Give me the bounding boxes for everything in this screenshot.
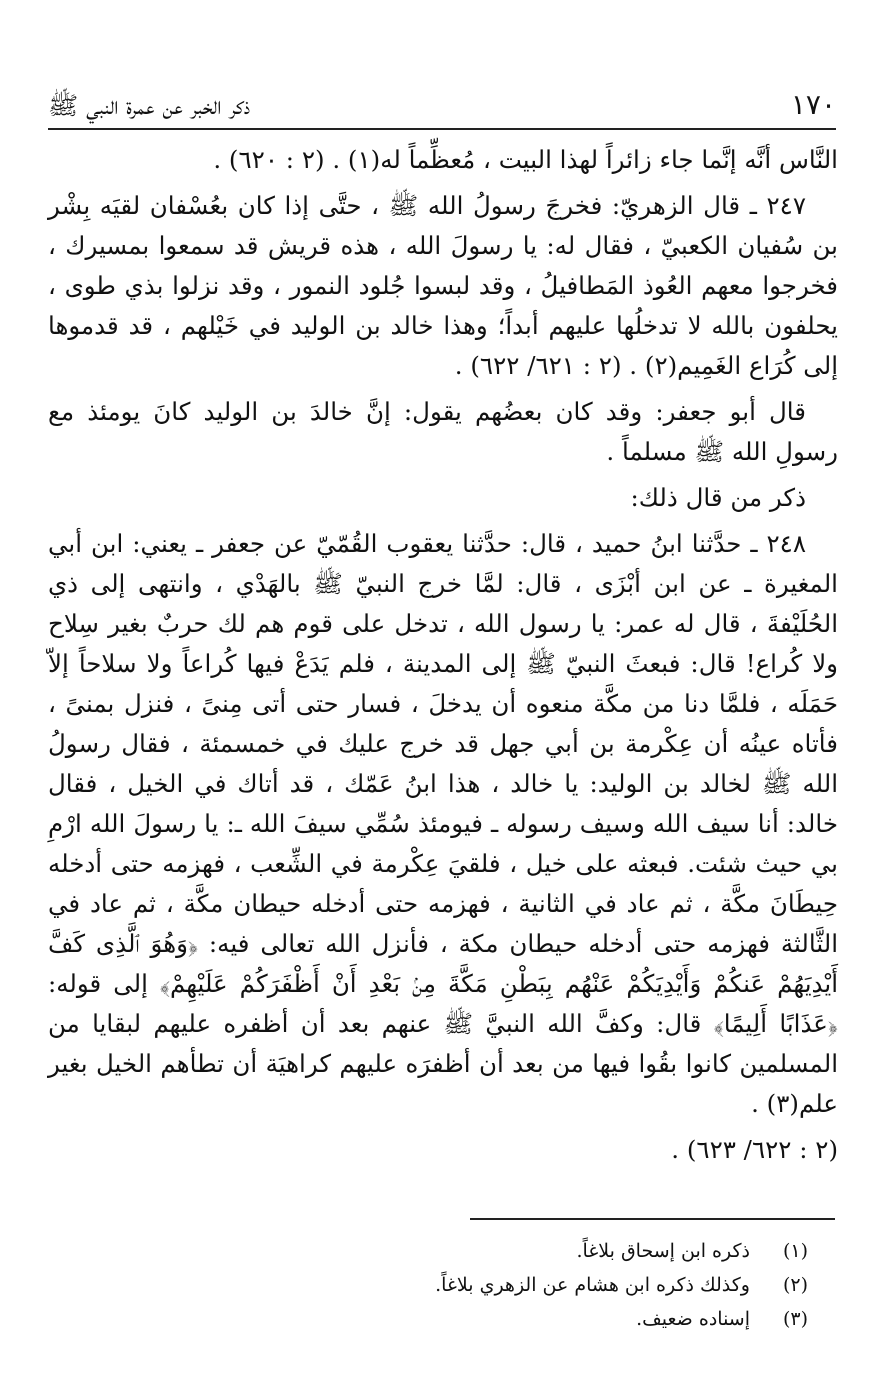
footnote-item [48,1268,808,1302]
paragraph-report-247: ٢٤٧ ـ قال الزهريّ: فخرجَ رسولُ الله ﷺ ، حتَّى إذا كان بعُسْفان لقيَه بِشْر بن سُفيان الكعبيّ ، فقال له: يا رسولَ الله ، هذه قريش قد سمعوا بمسيرك ، فخرجوا معهم العُوذ المَطافيلُ ، وقد لبسوا جُلود النمور ، وقد نزلوا بذي طوى ، يحلفون بالله لا تدخلُها عليهم أبداً؛ وهذا خالد بن الوليد في خَيْلهم ، قد قدموها إلى كُرَاع الغَمِيم(٢) . (٢ : ٦٢١/ ٦٢٢) . [48,191,838,380]
running-title: ذكر الخبر عن عمرة النبي ﷺ [48,91,251,120]
page-header [48,84,836,130]
paragraph-abu-jafar: قال أبو جعفر: وقد كان بعضُهم يقول: إنَّ خالدَ بن الوليد كانَ يومئذ مع رسولِ الله ﷺ مسلماً . [48,397,838,466]
footnote-text: إسناده ضعيف. [636,1308,750,1330]
paragraph-report-248: ٢٤٨ ـ حدَّثنا ابنُ حميد ، قال: حدَّثنا يعقوب القُمّيّ عن جعفر ـ يعني: ابن أبي المغيرة ـ عن ابن أبْزَى ، قال: لمَّا خرج النبيّ ﷺ بالهَدْي ، وانتهى إلى ذي الحُلَيْفةَ ، قال له عمر: يا رسول الله ، تدخل على قوم هم لك حربٌ بغير سِلاح ولا كُراع! قال: فبعثَ النبيّ ﷺ إلى المدينة ، فلم يَدَعْ فيها كُراعاً ولا سلاحاً إلاّ حَمَلَه ، فلمَّا دنا من مكَّة منعوه أن يدخلَ ، فسار حتى أتى مِنىً ، فنزل بمنىً ، فأتاه عينُه أن عِكْرمة بن أبي جهل قد خرج عليك في خمسمئة ، فقال رسولُ الله ﷺ لخالد بن الوليد: يا خالد ، هذا ابنُ عَمّك ، قد أتاك في الخيل ، فقال خالد: أنا سيف الله وسيف رسوله ـ فيومئذ سُمِّي سيفَ الله ـ: يا رسولَ الله ارْمِ بي حيث شئت. فبعثه على خيل ، فلقيَ عِكْرمة في الشِّعب ، فهزمه حتى أدخله حِيطَانَ مكَّة ، ثم عاد في الثانية ، فهزمه حتى أدخله حيطان مكَّة ، ثم عاد في الثَّالثة فهزمه حتى أدخله حيطان مكة ، فأنزل الله تعالى فيه: ﴿وَهُوَ ٱلَّذِى كَفَّ أَيْدِيَهُمْ عَنكُمْ وَأَيْدِيَكُمْ عَنْهُم بِبَطْنِ مَكَّةَ مِنۢ بَعْدِ أَنْ أَظْفَرَكُمْ عَلَيْهِمْ﴾ إلى قوله: ﴿عَذَابًا أَلِيمًا﴾ قال: وكفَّ الله النبيَّ ﷺ عنهم بعد أن أظفره عليهم لبقايا من المسلمين كانوا بقُوا فيها من بعد أن أظفرَه عليهم كراهيَة أن تطأهم الخيل بغير علم(٣) . [48,529,838,1118]
footnote-text: وكذلك ذكره ابن هشام عن الزهري بلاغاً. [435,1274,750,1296]
page-number: ١٧٠ [790,88,836,121]
footnote-text: ذكره ابن إسحاق بلاغاً. [576,1240,750,1262]
footnote-number: (١) [782,1240,808,1262]
paragraph-heading-narrators: ذكر من قال ذلك: [630,483,806,512]
footnote-number: (٣) [782,1308,808,1330]
footnotes [48,1234,808,1336]
footnote-divider [470,1218,835,1220]
footnote-item [48,1234,808,1268]
footnote-number: (٢) [782,1274,808,1296]
footnote-item [48,1302,808,1336]
paragraph-continuation: النَّاس أنَّه إنَّما جاء زائراً لهذا البيت ، مُعظِّماً له(١) . (٢ : ٦٢٠) . [213,145,838,174]
paragraph-citation: (٢ : ٦٢٢/ ٦٢٣) . [671,1135,838,1164]
main-text [48,140,838,1176]
